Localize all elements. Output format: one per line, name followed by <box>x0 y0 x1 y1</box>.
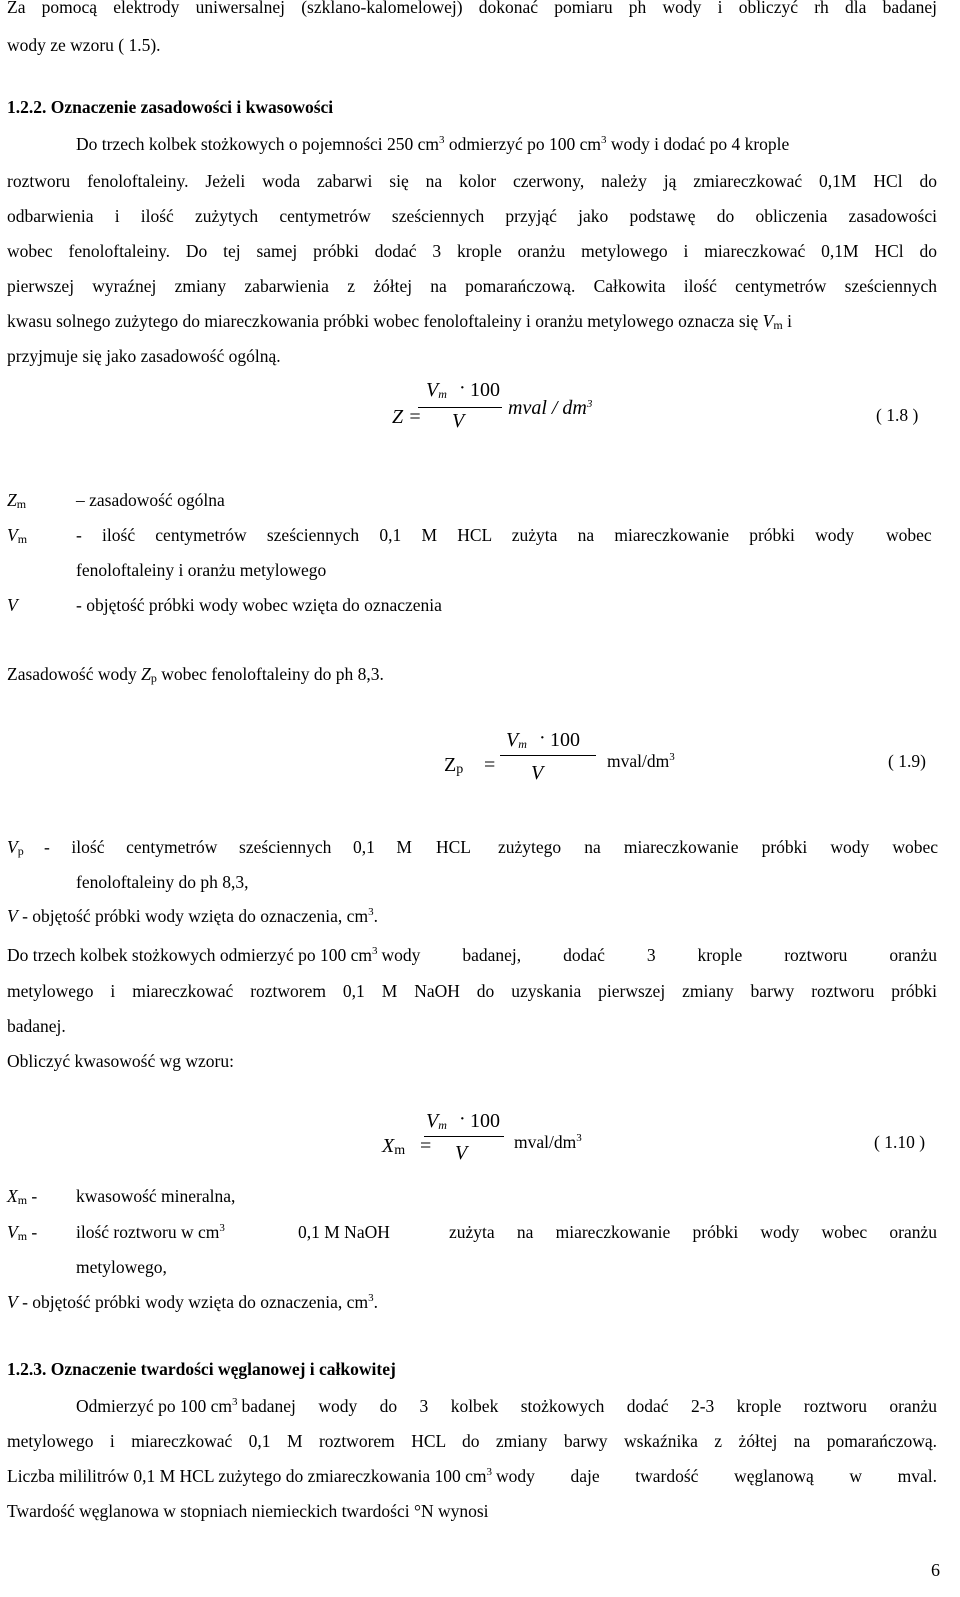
paragraph-line: Do trzech kolbek stożkowych o pojemności 250 $cm^3$ odmierzyć po 100 $cm^3$ wody i dodać po 4 krople <box>76 134 790 154</box>
definition-text: - objętość próbki wody wobec wzięta do oznaczenia <box>76 595 442 615</box>
eq-dot: · <box>459 1108 466 1130</box>
definition-text: – zasadowość ogólna <box>76 490 225 510</box>
intro-line-1: Za pomocą elektrody uniwersalnej (szklano-kalomelowej) dokonać pomiaru ph wody i obliczyć rh dla badanej <box>7 0 937 17</box>
paragraph-line: Twardość węglanowa w stopniach niemieckich twardości °N wynosi <box>7 1501 489 1521</box>
eq-dot: · <box>539 727 546 749</box>
definition-text: HCL <box>436 837 471 857</box>
paragraph-line: kwasu solnego zużytego do miareczkowania próbki wobec fenoloftaleiny i oranżu metylowego oznacza się $V_m$ i <box>7 311 792 332</box>
symbol-vp: $V_p$ <box>7 837 24 858</box>
equation-number: ( 1.9) <box>888 751 926 771</box>
symbol-xm: $X_m$ - <box>7 1186 38 1207</box>
paragraph-line: roztworu fenoloftaleiny. Jeżeli woda zabarwi się na kolor czerwony, należy ją zmiareczkować 0,1M HCl do <box>7 171 937 191</box>
equation-number: ( 1.10 ) <box>874 1132 926 1152</box>
paragraph-line: Liczba mililitrów 0,1 M HCL zużytego do zmiareczkowania 100 $cm^3$ wody daje twardość węglanową w mval. <box>7 1466 937 1486</box>
paragraph-line: Odmierzyć po 100 $cm^3$ badanej wody do 3 kolbek stożkowych dodać 2-3 krople roztworu oranżu <box>76 1396 937 1416</box>
paragraph-line: wobec fenoloftaleiny. Do tej samej próbki dodać 3 krople oranżu metylowego i miareczkować 0,1M HCl do <box>7 241 937 261</box>
page-number: 6 <box>931 1560 940 1580</box>
eq-hundred: 100 <box>470 1110 500 1132</box>
paragraph-line: przyjmuje się jako zasadowość ogólną. <box>7 346 281 366</box>
eq-denominator: V <box>455 1142 468 1164</box>
definition-text: - ilość centymetrów sześciennych 0,1 M HCL zużyta na miareczkowanie próbki wody <box>76 525 854 545</box>
fraction-bar <box>500 755 596 756</box>
paragraph-line: badanej. <box>7 1016 66 1036</box>
eq-denominator: V <box>531 762 544 784</box>
eq-hundred: 100 <box>550 729 580 751</box>
symbol-vm: $V_m$ <box>7 525 28 546</box>
definition-text: fenoloftaleiny do ph 8,3, <box>76 872 249 892</box>
eq-equals: = <box>484 754 496 776</box>
paragraph-line: Do trzech kolbek stożkowych odmierzyć po 100 $cm^3$ wody badanej, dodać 3 krople roztworu oranżu <box>7 945 937 965</box>
paragraph-line: metylowego i miareczkować 0,1 M roztworem HCL do zmiany barwy wskaźnika z żółtej na pomarańczową. <box>7 1431 937 1451</box>
eq-dot: · <box>459 377 466 399</box>
definition-text: - ilość centymetrów sześciennych 0,1 M <box>44 837 412 857</box>
eq-denominator: V <box>452 410 465 432</box>
definition-text: 0,1 M NaOH <box>298 1222 390 1242</box>
paragraph-line: odbarwienia i ilość zużytych centymetrów sześciennych przyjąć jako podstawę do obliczenia zasadowości <box>7 206 937 226</box>
paragraph-line: metylowego i miareczkować roztworem 0,1 M NaOH do uzyskania pierwszej zmiany barwy roztworu próbki <box>7 981 937 1001</box>
fraction-bar <box>418 407 502 408</box>
eq-unit: mval/$dm^3$ <box>607 751 675 771</box>
definition-text: ilość roztworu w $cm^3$ <box>76 1222 225 1242</box>
eq-lhs: Z = <box>392 406 422 428</box>
eq-numerator: $V_m$ <box>426 379 447 401</box>
intro-line-2: wody ze wzoru ( 1.5). <box>7 35 161 55</box>
eq-lhs: $X_m$ <box>382 1135 406 1158</box>
eq-numerator: $V_m$ <box>506 729 527 751</box>
fraction-bar <box>424 1136 504 1137</box>
eq-lhs: $Z_p$ <box>444 754 464 777</box>
paragraph-line: Obliczyć kwasowość wg wzoru: <box>7 1051 234 1071</box>
eq-hundred: 100 <box>470 379 500 401</box>
eq-numerator: $V_m$ <box>426 1110 447 1132</box>
equation-number: ( 1.8 ) <box>876 405 919 425</box>
eq-equals: = <box>420 1135 432 1157</box>
section-heading-122: 1.2.2. Oznaczenie zasadowości i kwasowości <box>7 97 334 117</box>
symbol-vm: $V_m$ - <box>7 1222 38 1243</box>
symbol-v: V <box>7 595 18 615</box>
definition-text: wobec <box>886 525 932 545</box>
eq-unit: mval/$dm^3$ <box>514 1132 582 1152</box>
symbol-zm: $Z_m$ <box>7 490 27 511</box>
eq-unit: mval / $dm^3$ <box>508 397 593 419</box>
definition-text: zużyta na miareczkowanie próbki wody wobec oranżu <box>449 1222 937 1242</box>
section-heading-123: 1.2.3. Oznaczenie twardości węglanowej i całkowitej <box>7 1359 396 1379</box>
definition-text: V - objętość próbki wody wzięta do oznaczenia, $cm^3$. <box>7 906 378 926</box>
zp-line: Zasadowość wody $Z_p$ wobec fenoloftaleiny do ph 8,3. <box>7 664 384 685</box>
definition-text: metylowego, <box>76 1257 167 1277</box>
paragraph-line: pierwszej wyraźnej zmiany zabarwienia z żółtej na pomarańczową. Całkowita ilość centymetrów sześciennych <box>7 276 937 296</box>
definition-text: fenoloftaleiny i oranżu metylowego <box>76 560 327 580</box>
definition-text: kwasowość mineralna, <box>76 1186 236 1206</box>
definition-text: V - objętość próbki wody wzięta do oznaczenia, $cm^3$. <box>7 1292 378 1312</box>
definition-text: zużytego na miareczkowanie próbki wody wobec <box>498 837 938 857</box>
